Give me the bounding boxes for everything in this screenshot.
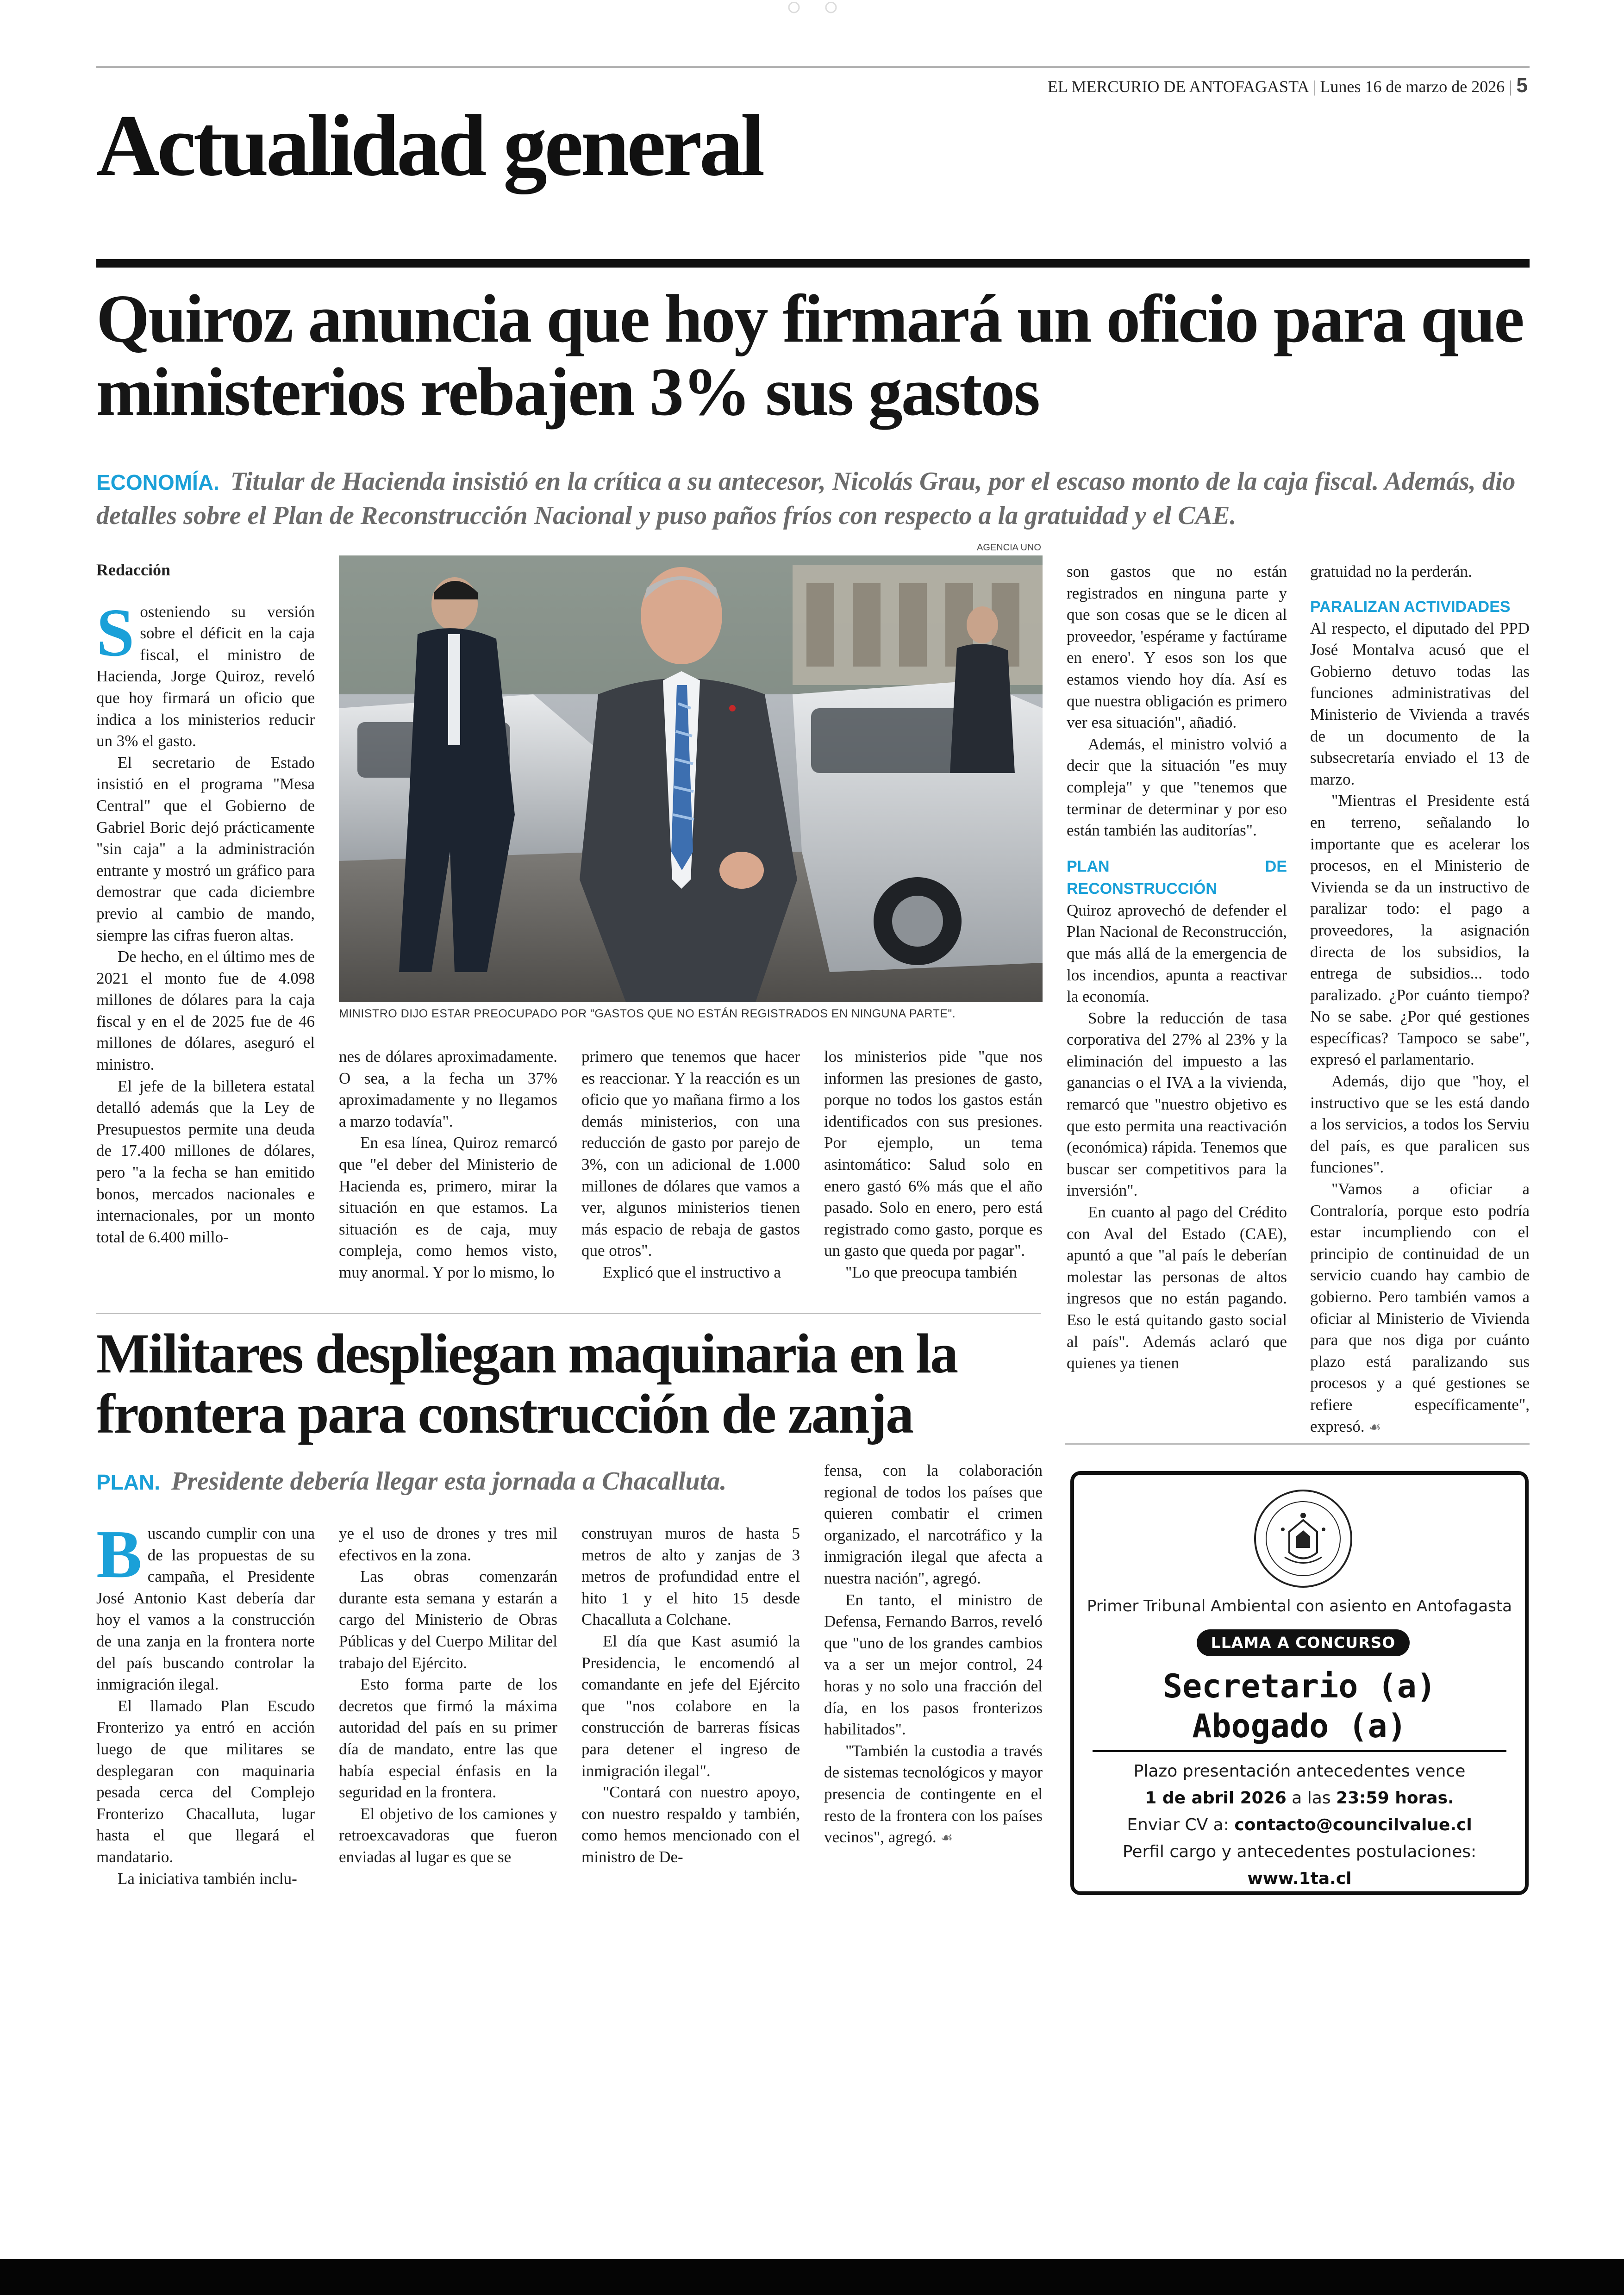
article1-col5-p3: Quiroz aprovechó de defender el Plan Nacional de Reconstrucción, que más allá de la emergencia de los incendios, apunta a reactivar la economía. bbox=[1067, 901, 1287, 1006]
article2-col4-p1: fensa, con la colaboración regional de todos los países que quieren combatir el crimen organizado, el narcotráfico y la inmigración ilegal que afecta a nuestra nación", agregó. bbox=[824, 1461, 1043, 1587]
job-ad-box bbox=[1070, 1471, 1529, 1895]
article1-col4-p1: los ministerios pide "que nos informen las presiones de gasto, porque no todos los gastos están identificados con sus presiones. Por ejemplo, un tema asintomático: Salud solo en enero gastó 6% más que el año pasado. Solo en enero, pero está registrado como gasto, porque es un gasto que queda por pagar". bbox=[824, 1048, 1043, 1260]
ad-url-line bbox=[1074, 1865, 1525, 1892]
page-number: 5 bbox=[1516, 74, 1528, 97]
article1-deck-text: Titular de Hacienda insistió en la crítica a su antecesor, Nicolás Grau, por el escaso monto de la caja fiscal. Además, dio detalles sobre el Plan de Reconstrucción Nacional y puso paños fríos con respecto a la gratuidad y el CAE. bbox=[96, 467, 1516, 530]
article1-photo bbox=[339, 555, 1043, 1002]
article2-col3-p2: El día que Kast asumió la Presidencia, le encomendó al comandante en jefe del Ejército que "nos colabore en la construcción de barreras físicas para detener el ingreso de inmigración ilegal". bbox=[581, 1632, 800, 1780]
end-mark-icon: ☙ bbox=[1368, 1419, 1381, 1435]
article1-col2-p1: nes de dólares aproximadamente. O sea, a la fecha un 37% aproximadamente y no llegamos a marzo todavía". bbox=[339, 1048, 557, 1130]
ad-job-title bbox=[1074, 1666, 1525, 1746]
article1-col2-p2: En esa línea, Quiroz remarcó que "el deber del Ministerio de Hacienda es, primero, mirar la situación en que estamos. La situación es de caja, muy compleja, como hemos visto, muy anormal. Y por lo mismo, lo bbox=[339, 1134, 557, 1281]
subhead-paralizan-actividades: PARALIZAN ACTIVIDADES bbox=[1310, 598, 1511, 616]
end-mark-icon: ☙ bbox=[940, 1830, 953, 1846]
article1-col5-p1: son gastos que no están registrados en ninguna parte y que son cosas que se le dicen al proveedor, 'espérame y factúrame en enero'. Y esos son los que estamos viendo hoy día. Así es que nuestra obligación es primero ver esa situación", añadió. bbox=[1067, 562, 1287, 732]
article1-col3 bbox=[581, 1046, 800, 1284]
dropcap: S bbox=[96, 594, 135, 671]
ad-organization: Primer Tribunal Ambiental con asiento en Antofagasta bbox=[1087, 1597, 1512, 1615]
article2-col4-p3 bbox=[824, 1740, 1043, 1849]
dropcap-b: B bbox=[96, 1516, 142, 1592]
article1-col4 bbox=[824, 1046, 1043, 1284]
article2-p1-text: uscando cumplir con una de las propuestas de su campaña, el Presidente José Antonio Kast debería dar hoy el vamos a la construcción de una zanja en la frontera norte del país buscando controlar la inmigración ilegal. bbox=[96, 1524, 315, 1694]
article2-col3-p1: construyan muros de hasta 5 metros de alto y zanjas de 3 metros de profundidad entre el hito 1 y el hito 15 desde Chacalluta a Colchane. bbox=[581, 1524, 800, 1629]
photo-credit: AGENCIA UNO bbox=[977, 543, 1041, 553]
article2-p1 bbox=[96, 1516, 315, 1696]
article2-col2-p3: Esto forma parte de los decretos que firmó la máxima autoridad del país en su primer día de mandato, entre las que había especial énfasis en la seguridad en la frontera. bbox=[339, 1675, 557, 1802]
ad-profile-label: Perfil cargo y antecedentes postulaciones: bbox=[1122, 1842, 1477, 1861]
masthead-folio: EL MERCURIO DE ANTOFAGASTA | Lunes 16 de marzo de 2026 | 5 bbox=[1047, 74, 1528, 97]
article2-col2-p2: Las obras comenzarán durante esta semana y estarán a cargo del Ministerio de Obras Públicas y del Cuerpo Militar del trabajo del Ejército. bbox=[339, 1567, 557, 1672]
article2-col2-p1: ye el uso de drones y tres mil efectivos en la zona. bbox=[339, 1524, 557, 1564]
article2-headline: Militares despliegan maquinaria en la frontera para construcción de zanja bbox=[96, 1322, 957, 1445]
article2-col2-p4: El objetivo de los camiones y retroexcavadoras que fueron enviadas al lugar es que se bbox=[339, 1804, 557, 1866]
article2-tag: PLAN. bbox=[96, 1470, 160, 1494]
article1-col5 bbox=[1067, 561, 1287, 1374]
article1-byline: Redacción bbox=[96, 561, 170, 579]
ad-job-line1: Secretario (a) bbox=[1162, 1667, 1436, 1705]
article1-col2 bbox=[339, 1046, 557, 1284]
article1-col6-p2: Al respecto, el diputado del PPD José Montalva acusó que el Gobierno detuvo todas las funciones administrativas del Ministerio de Vivienda a través de un documento de la subsecretaría enviado el 13 de marzo. bbox=[1310, 619, 1530, 788]
article1-col6-p3: "Mientras el Presidente está en terreno, señalando lo importante que es acelerar los procesos, en el Ministerio de Vivienda se da un instructivo de paralizar todo: el pago a proveedores, la asignación directa de los subsidios, la entrega de subsidios... todo paralizado. ¿Por cuánto tiempo? No se sabe. ¿Por qué gestiones específicas? Tampoco se sabe", expresó el parlamentario. bbox=[1310, 792, 1530, 1069]
ad-call-label: LLAMA A CONCURSO bbox=[1197, 1629, 1410, 1656]
article1-p2: El secretario de Estado insistió en el programa "Mesa Central" que el Gobierno de Gabriel Boric dejó prácticamente "sin caja" a la administración entrante y mostró un gráfico para demostrar que cada diciembre previo al cambio de mando, siempre las cifras fueron altas. bbox=[96, 753, 315, 944]
subhead-plan-reconstruccion: PLAN DE RECONSTRUCCIÓN bbox=[1067, 857, 1287, 898]
article1-col4-p2: "Lo que preocupa también bbox=[845, 1263, 1017, 1281]
article1-col6-p5 bbox=[1310, 1179, 1530, 1438]
tribunal-seal-icon bbox=[1252, 1488, 1354, 1590]
article2-col4 bbox=[824, 1460, 1043, 1849]
article1-col5-p2: Además, el ministro volvió a decir que la situación "es muy compleja" y que "tenemos que terminar de determinar y por eso están también las auditorías". bbox=[1067, 735, 1287, 840]
minister-photo-illustration bbox=[339, 555, 1043, 1002]
ad-deadline-date: 1 de abril 2026 bbox=[1145, 1789, 1287, 1808]
article1-col1 bbox=[96, 559, 315, 1248]
ad-rule bbox=[1093, 1750, 1506, 1752]
ad-divider bbox=[1065, 1443, 1530, 1445]
article2-p3: La iniciativa también inclu- bbox=[118, 1869, 297, 1888]
article1-tag: ECONOMÍA. bbox=[96, 470, 219, 494]
article1-col6-p4: Además, dijo que "hoy, el instructivo que se les está dando a los servicios, a todos los Serviu del país, es que paralicen sus funciones". bbox=[1310, 1072, 1530, 1177]
ad-email-line bbox=[1074, 1812, 1525, 1839]
article1-col6-p5-text: "Vamos a oficiar a Contraloría, porque esto podría estar incumpliendo con el principio de continuidad de un servicio cuando hay cambio de gobierno. Pero también vamos a oficiar al Ministerio de Vivienda para que nos diga por cuánto plazo está paralizando sus procesos y a qué gestiones se refiere específicamente", expresó. bbox=[1310, 1180, 1530, 1435]
section-rule bbox=[96, 259, 1530, 268]
page-nav-dots bbox=[782, 2, 843, 16]
article2-col4-p3-text: "También la custodia a través de sistemas tecnológicos y mayor presencia de contingente en el resto de la frontera con los países vecinos", agregó. bbox=[824, 1741, 1043, 1846]
article1-p1-text: osteniendo su versión sobre el déficit en la caja fiscal, el ministro de Hacienda, Jorge Quiroz, reveló que hoy firmará un oficio que indica a los ministerios reducir un 3% el gasto. bbox=[96, 602, 315, 750]
section-title: Actualidad general bbox=[96, 97, 762, 194]
article2-p2: El llamado Plan Escudo Fronterizo ya entró en acción luego de que militares se desplegaran con maquinaria pesada cerca del Complejo Fronterizo Chacalluta, lugar hasta el que llegará el mandatario. bbox=[96, 1696, 315, 1866]
article1-col5-p4: Sobre la reducción de tasa corporativa del 27% al 23% y la eliminación del impuesto a las ganancias o el IVA a la vivienda, remarcó que "nuestro objetivo es que esto permita una reactivación (económica) rápida. Tenemos que buscar ser competitivos para la inversión". bbox=[1067, 1009, 1287, 1200]
bottom-bar bbox=[0, 2259, 1624, 2295]
article1-headline: Quiroz anuncia que hoy firmará un oficio para que ministerios rebajen 3% sus gastos bbox=[96, 281, 1523, 430]
article1-p3: De hecho, en el último mes de 2021 el monto fue de 4.098 millones de dólares para la caja fiscal y en el de 2025 fue de 46 millones de dólares, aseguró el ministro. bbox=[96, 948, 315, 1074]
article2-deck-text: Presidente debería llegar esta jornada a Chacalluta. bbox=[171, 1467, 727, 1496]
article2-col3-p3: "Contará con nuestro apoyo, con nuestro respaldo y también, como hemos mencionado con el ministro de De- bbox=[581, 1783, 800, 1866]
ad-deadline-time: 23:59 horas. bbox=[1336, 1789, 1454, 1808]
article1-col6-p1: gratuidad no la perderán. bbox=[1310, 562, 1472, 580]
article1-col3-p2: Explicó que el instructivo a bbox=[603, 1263, 781, 1281]
article2-col2 bbox=[339, 1523, 557, 1868]
ad-info bbox=[1074, 1758, 1525, 1892]
article1-p4: El jefe de la billetera estatal detalló además que la Ley de Presupuestos permite una deuda de 17.400 millones de dólares, pero "a la fecha se han emitido bonos, mercados nacionales e internacionales, por un monto total de 6.400 millo- bbox=[96, 1077, 315, 1246]
article1-deck bbox=[96, 465, 1531, 532]
ad-deadline-label: Plazo presentación antecedentes vence bbox=[1133, 1762, 1466, 1781]
issue-date: Lunes 16 de marzo de 2026 bbox=[1320, 77, 1505, 96]
article-divider bbox=[96, 1313, 1041, 1314]
photo-caption: MINISTRO DIJO ESTAR PREOCUPADO POR "GASTOS QUE NO ESTÁN REGISTRADOS EN NINGUNA PARTE". bbox=[339, 1007, 956, 1020]
paper-name: EL MERCURIO DE ANTOFAGASTA bbox=[1047, 77, 1309, 96]
article2-col3 bbox=[581, 1523, 800, 1868]
ad-deadline bbox=[1074, 1785, 1525, 1812]
ad-url[interactable]: www.1ta.cl bbox=[1247, 1869, 1352, 1888]
article2-col1 bbox=[96, 1516, 315, 1890]
ad-email[interactable]: contacto@councilvalue.cl bbox=[1234, 1815, 1472, 1834]
article1-col6 bbox=[1310, 561, 1530, 1438]
ad-email-label: Enviar CV a: bbox=[1127, 1815, 1229, 1834]
article1-col3-p1: primero que tenemos que hacer es reaccionar. Y la reacción es un oficio que yo mañana firmo a los demás ministerios, con una reducción de gasto por parejo de 3%, con un adicional de 1.000 millones de dólares que vamos a ver, algunos ministerios tienen más espacio de rebaja de gastos que otros". bbox=[581, 1048, 800, 1260]
article2-col4-p2: En tanto, el ministro de Defensa, Fernando Barros, reveló que "uno de los grandes cambios va a ser un mejor control, 24 horas y no solo una fracción del día, en los pasos fronterizos habilitados". bbox=[824, 1590, 1043, 1739]
ad-deadline-mid: a las bbox=[1292, 1789, 1331, 1808]
article1-p1 bbox=[96, 594, 315, 752]
top-rule bbox=[96, 66, 1530, 68]
ad-job-line2: Abogado (a) bbox=[1192, 1707, 1407, 1745]
article1-col5-p5: En cuanto al pago del Crédito con Aval del Estado (CAE), apuntó a que "al país le deberían molestar las personas de altos ingresos que no están pagando. Eso le está quitando gasto social al país". Además aclaró que quienes ya tienen bbox=[1067, 1203, 1287, 1372]
